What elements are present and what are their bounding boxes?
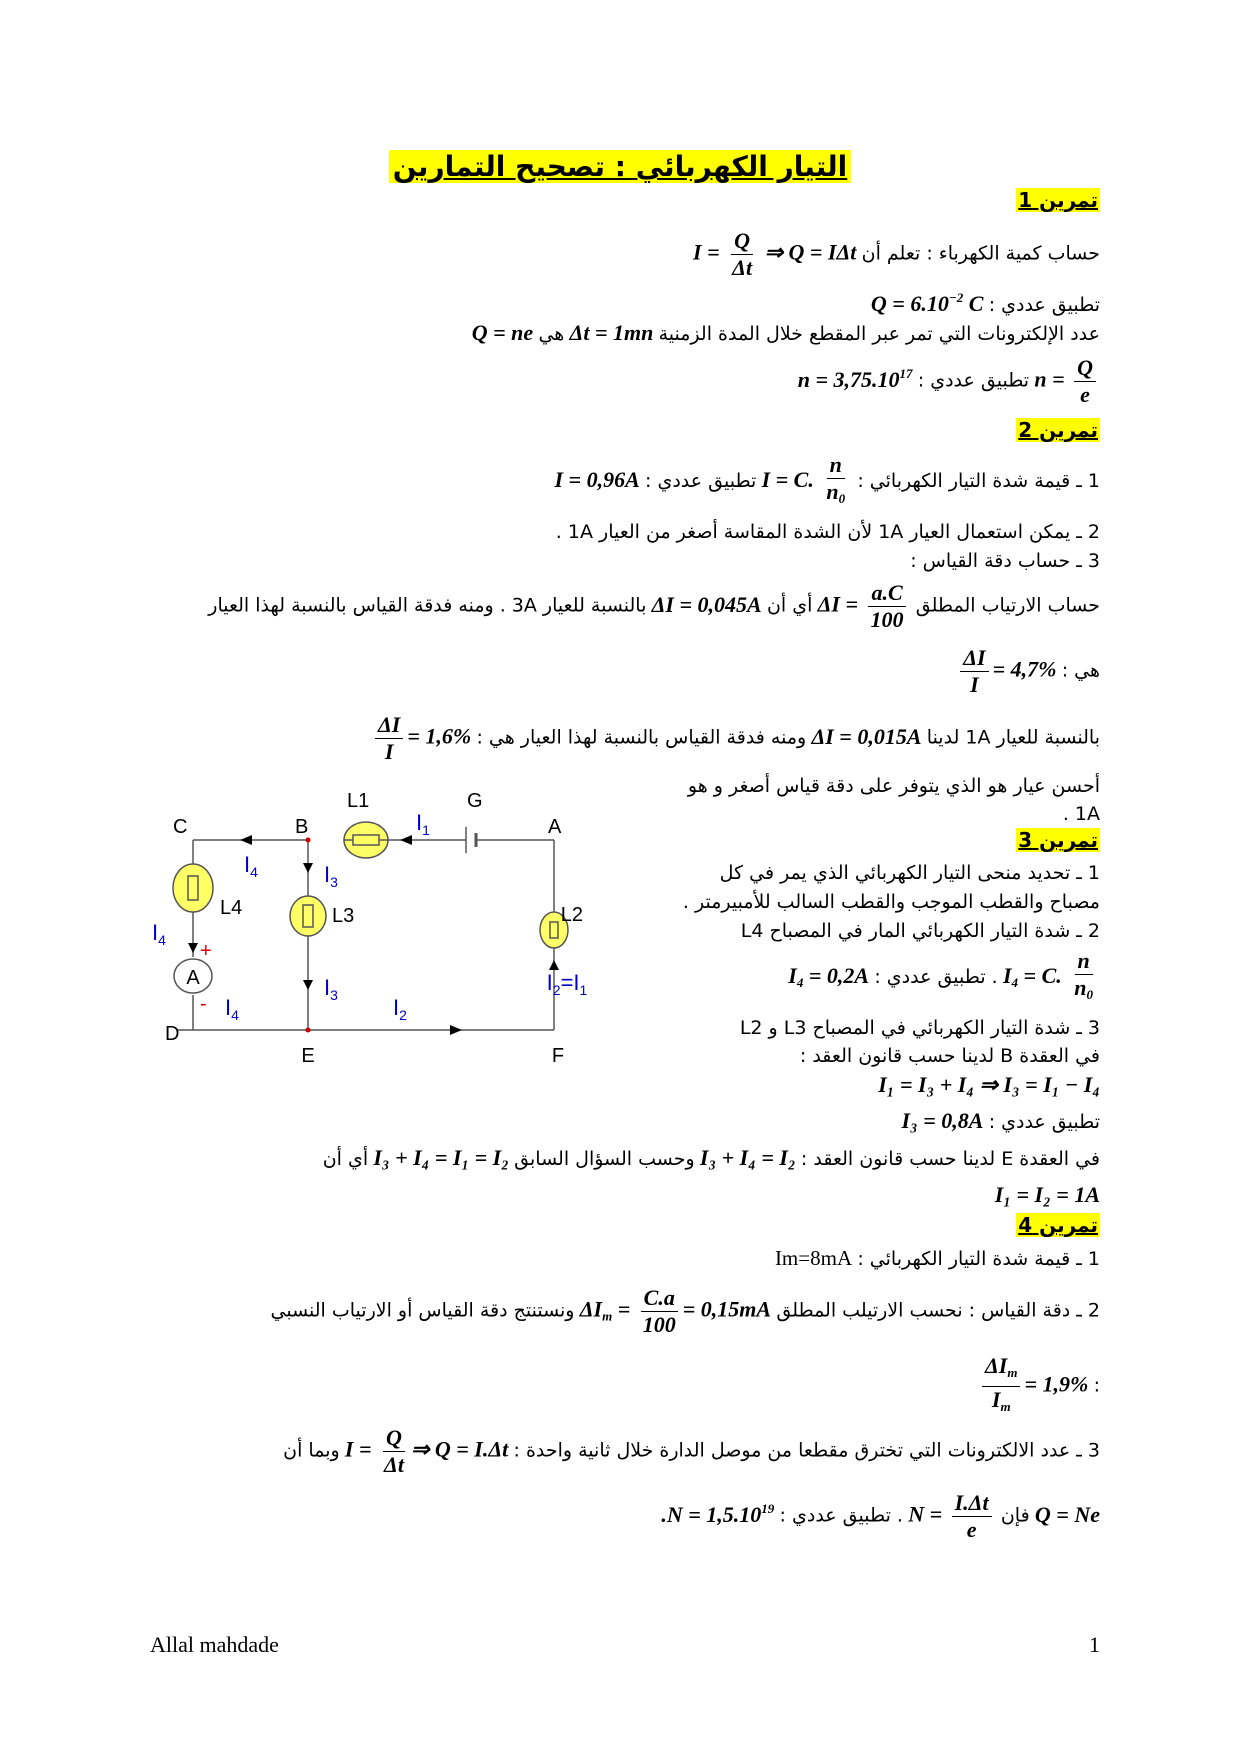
ex2-line-4: بالنسبة للعيار 3A . ومنه فدقة القياس بالنسبة لهذا العيار ΔI = 0,045A أي أن ΔI = $\frac{a.C}{100}$ حساب الارتياب المطلق bbox=[208, 580, 1100, 632]
node-A: A bbox=[548, 816, 562, 838]
ex1-line-2: $Q = 6.10^{-2}$ C تطبيق عددي : bbox=[870, 290, 1100, 316]
lamp-L4 bbox=[173, 864, 213, 912]
node-D: D bbox=[165, 1023, 180, 1045]
ex2-line-7: أحسن عيار هو الذي يتوفر على دقة قياس أصغر و هو bbox=[687, 775, 1100, 797]
label-L1: L1 bbox=[347, 790, 370, 812]
label-L2: L2 bbox=[560, 904, 583, 926]
circuit-wires bbox=[177, 840, 554, 1030]
ex3-line-8: I₃ = 0,8A تطبيق عددي : bbox=[901, 1108, 1100, 1133]
circuit-diagram bbox=[140, 785, 590, 1070]
ex1-line-1: I = $\frac{Q}{\Delta t}$ ⇒ Q = IΔt حساب كمية الكهرباء : تعلم أن bbox=[693, 228, 1100, 280]
lamp-L3 bbox=[290, 896, 326, 936]
ex2-line-5: $\frac{\Delta I}{I}$ = 4,7% هي : bbox=[956, 645, 1100, 698]
footer-page-number: 1 bbox=[1089, 1632, 1100, 1657]
node-B: B bbox=[295, 816, 309, 838]
ammeter-minus: - bbox=[200, 993, 207, 1015]
current-I4-left: $I_4$ bbox=[152, 920, 166, 948]
battery-G bbox=[466, 827, 476, 853]
node-F: F bbox=[551, 1045, 565, 1067]
page-title: التيار الكهربائي : تصحيح التمارين bbox=[0, 150, 1240, 183]
node-C: C bbox=[173, 816, 188, 838]
ex2-line-8: 1A . bbox=[1062, 803, 1100, 825]
current-I4-bottom: $I_4$ bbox=[225, 995, 239, 1023]
ex4-line-4: وبما أن I = $\frac{Q}{\Delta t}$ ⇒ Q = I.Δt 3 ـ عدد الالكترونات التي تخترق مقطعا من موصل الدارة خلال ثانية واحدة : bbox=[283, 1425, 1100, 1477]
ex2-line-3: 3 ـ حساب دقة القياس : bbox=[910, 550, 1100, 572]
current-I3-top: $I_3$ bbox=[324, 862, 338, 890]
ex2-line-1: I = 0,96A تطبيق عددي : I = C. $\frac{n}{n_0}$ 1 ـ قيمة شدة التيار الكهربائي : bbox=[554, 452, 1100, 506]
ammeter-label: A bbox=[186, 967, 200, 989]
ex3-line-1: 1 ـ تحديد منحى التيار الكهربائي الذي يمر في كل bbox=[719, 862, 1100, 884]
current-I2: $I_2$ bbox=[393, 995, 407, 1023]
ex4-line-1: Im=8mA 1 ـ قيمة شدة التيار الكهربائي : bbox=[774, 1246, 1100, 1270]
ex1-line-3: Q = ne هي Δt = 1mn عدد الإلكترونات التي تمر عبر المقطع خلال المدة الزمنية bbox=[471, 320, 1100, 345]
ex3-line-5: 3 ـ شدة التيار الكهربائي في المصباح L3 و L2 bbox=[739, 1017, 1100, 1039]
ex1-line-4: $n = 3,75.10^{17}$ تطبيق عددي : n = $\frac{Q}{e}$ bbox=[798, 355, 1100, 408]
ex3-line-7: I₁ = I₃ + I₄ ⇒ I₃ = I₁ − I₄ bbox=[878, 1072, 1100, 1097]
label-L3: L3 bbox=[332, 905, 355, 927]
node-E: E bbox=[301, 1045, 315, 1067]
label-G: G bbox=[467, 790, 483, 812]
ex3-line-10: I₁ = I₂ = 1A bbox=[994, 1182, 1100, 1207]
exercise-3-heading: تمرين 3 bbox=[1018, 828, 1098, 852]
ex3-line-6: في العقدة B لدينا حسب قانون العقد : bbox=[799, 1045, 1100, 1067]
current-I2-eq-I1: $I_2=I_1$ bbox=[546, 970, 588, 998]
lamp-L1 bbox=[344, 822, 388, 858]
footer-author: Allal mahdade bbox=[150, 1632, 279, 1657]
ex3-line-3: 2 ـ شدة التيار الكهربائي المار في المصباح L4 bbox=[740, 920, 1100, 942]
exercise-1-heading: تمرين 1 bbox=[1018, 188, 1098, 212]
current-I1: $I_1$ bbox=[416, 810, 430, 838]
ex3-line-2: مصباح والقطب الموجب والقطب السالب للأمبيرمتر . bbox=[682, 891, 1100, 913]
ex2-line-2: 2 ـ يمكن استعمال العيار 1A لأن الشدة المقاسة أصغر من العيار 1A . bbox=[555, 521, 1100, 543]
exercise-4-heading: تمرين 4 bbox=[1018, 1213, 1098, 1237]
label-L4: L4 bbox=[220, 897, 243, 919]
ex4-line-5: $.N = 1,5.10^{19}$ . تطبيق عددي : N = $\frac{I.\Delta t}{e}$ فإن Q = Ne bbox=[661, 1490, 1100, 1542]
ammeter-plus: + bbox=[200, 940, 212, 962]
ex3-line-9: أي أن I₃ + I₄ = I₁ = I₂ وحسب السؤال السابق I₃ + I₄ = I₂ في العقدة E لدينا حسب قانون العقد : bbox=[322, 1145, 1100, 1170]
ex4-line-2: ونستنتج دقة القياس أو الارتياب النسبي $\Delta I_m$ = $\frac{C.a}{100}$ = 0,15mA 2 ـ دقة القياس : نحسب الارتيلب المطلق bbox=[270, 1285, 1100, 1337]
ex2-line-6: $\frac{\Delta I}{I}$ = 1,6% ومنه فدقة القياس بالنسبة لهذا العيار هي : ΔI = 0,015A بالنسبة للعيار 1A لدينا bbox=[371, 712, 1100, 765]
current-I3-bottom: $I_3$ bbox=[324, 975, 338, 1003]
exercise-2-heading: تمرين 2 bbox=[1018, 418, 1098, 442]
current-I4-top: $I_4$ bbox=[244, 852, 258, 880]
ex3-line-4: $I_4 = 0,2A$ . تطبيق عددي : $I_4 = C$. $\frac{n}{n_0}$ bbox=[788, 948, 1093, 1002]
ex4-line-3: $\frac{\Delta I_m}{I_m}$ = 1,9% : bbox=[978, 1353, 1100, 1420]
